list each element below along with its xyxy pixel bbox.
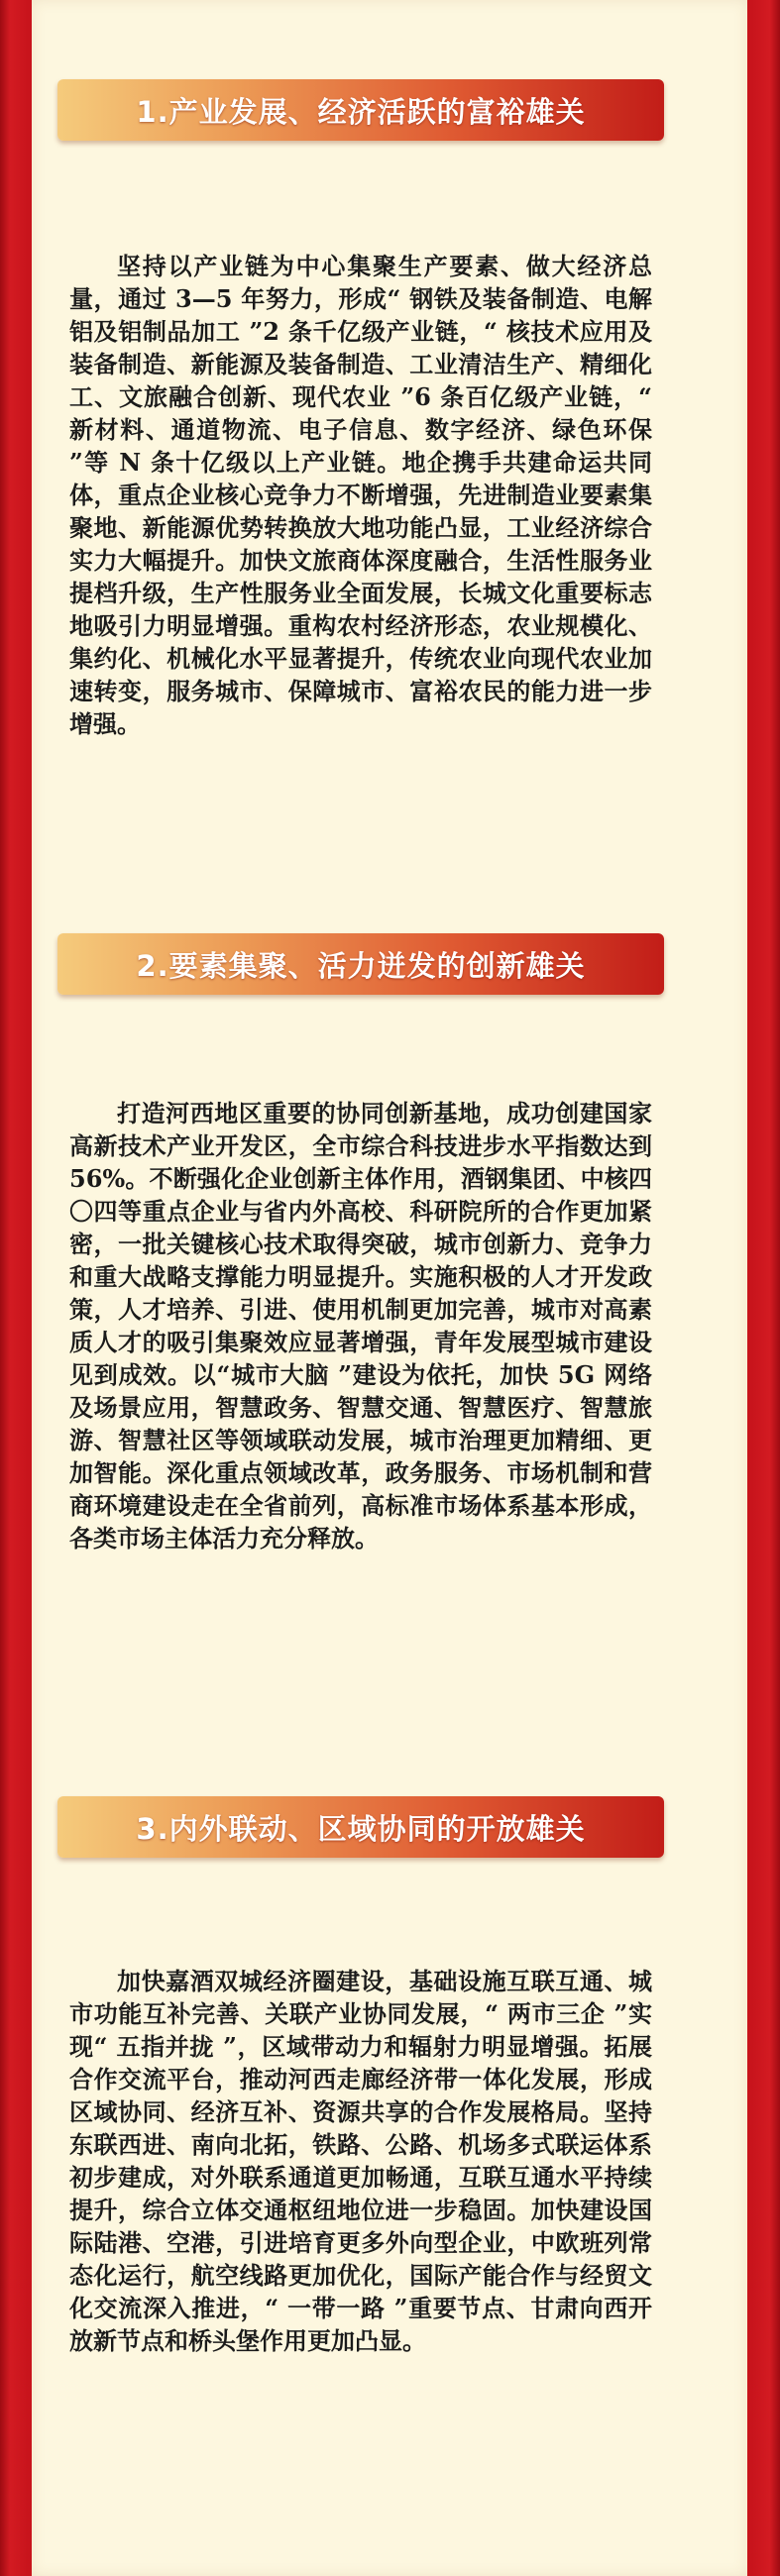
section-1-banner <box>57 79 664 141</box>
section-1-title: 1.产业发展、经济活跃的富裕雄关 <box>136 94 586 129</box>
section-2-title: 2.要素集聚、活力迸发的创新雄关 <box>136 948 586 983</box>
section-1-body: 坚持以产业链为中心集聚生产要素、做大经济总量，通过 3—5 年努力，形成“ 钢铁及装备制造、电解铝及铝制品加工 ”2 条千亿级产业链，“ 核技术应用及装备制造、新能源及装备制造、工业清洁生产、精细化工、文旅融合创新、现代农业 ”6 条百亿级产业链，“ 新材料、通道物流、电子信息、数字经济、绿色环保 ”等 N 条十亿级以上产业链。地企携手共建命运共同体，重点企业核心竞争力不断增强，先进制造业要素集聚地、新能源优势转换放大地功能凸显，工业经济综合实力大幅提升。加快文旅商体深度融合，生活性服务业提档升级，生产性服务业全面发展，长城文化重要标志地吸引力明显增强。重构农村经济形态，农业规模化、集约化、机械化水平显著提升，传统农业向现代农业加速转变，服务城市、保障城市、富裕农民的能力进一步增强。 <box>69 252 652 738</box>
section-2-body: 打造河西地区重要的协同创新基地，成功创建国家高新技术产业开发区，全市综合科技进步水平指数达到 56%。不断强化企业创新主体作用，酒钢集团、中核四〇四等重点企业与省内外高校、科研院所的合作更加紧密，一批关键核心技术取得突破，城市创新力、竞争力和重大战略支撑能力明显提升。实施积极的人才开发政策，人才培养、引进、使用机制更加完善，城市对高素质人才的吸引集聚效应显著增强，青年发展型城市建设见到成效。以“城市大脑 ”建设为依托，加快 5G 网络及场景应用，智慧政务、智慧交通、智慧医疗、智慧旅游、智慧社区等领域联动发展，城市治理更加精细、更加智能。深化重点领域改革，政务服务、市场机制和营商环境建设走在全省前列，高标准市场体系基本形成，各类市场主体活力充分释放。 <box>69 1099 652 1553</box>
section-3-body: 加快嘉酒双城经济圈建设，基础设施互联互通、城市功能互补完善、关联产业协同发展，“ 两市三企 ”实现“ 五指并拢 ”，区域带动力和辐射力明显增强。拓展合作交流平台，推动河西走廊经济带一体化发展，形成区域协同、经济互补、资源共享的合作发展格局。坚持东联西进、南向北拓，铁路、公路、机场多式联运体系初步建成，对外联系通道更加畅通，互联互通水平持续提升，综合立体交通枢纽地位进一步稳固。加快建设国际陆港、空港，引进培育更多外向型企业，中欧班列常态化运行，航空线路更加优化，国际产能合作与经贸文化交流深入推进，“ 一带一路 ”重要节点、甘肃向西开放新节点和桥头堡作用更加凸显。 <box>69 1967 652 2355</box>
section-3-title: 3.内外联动、区域协同的开放雄关 <box>136 1811 586 1846</box>
section-2-banner <box>57 933 664 995</box>
section-3-banner <box>57 1796 664 1858</box>
